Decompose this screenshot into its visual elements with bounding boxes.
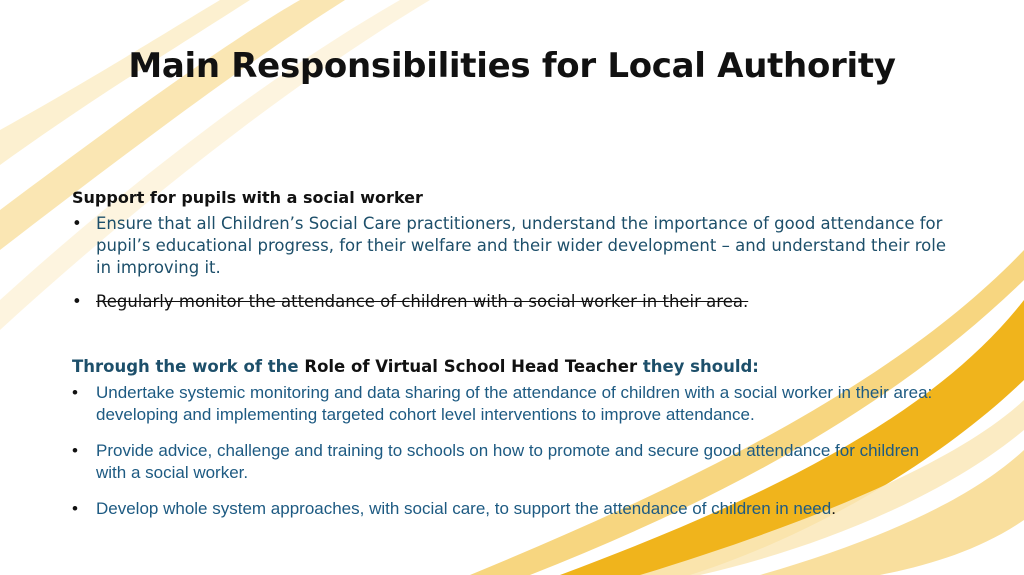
bullet-ensure-practitioners (72, 213, 952, 279)
section-virtual-school (72, 357, 952, 520)
bullet-dot: • (72, 292, 82, 311)
section-heading-virtual-school (72, 357, 952, 376)
bullet-trailing-period: . (831, 499, 836, 518)
bullet-text-strikethrough: Regularly monitor the attendance of children with a social worker in their area. (96, 292, 749, 311)
bullet-dot: • (72, 441, 78, 460)
bullet-text: Ensure that all Children’s Social Care practitioners, understand the importance of good attendance for pupil’s educational progress, for their welfare and their wider development – and understand their role in improving it. (96, 214, 946, 277)
heading-part-blue-1: Through the work of the (72, 357, 305, 376)
bullet-monitor-attendance (72, 291, 952, 313)
bullet-dot: • (72, 499, 78, 518)
slide-content (72, 188, 952, 520)
bullet-dot: • (72, 383, 78, 402)
heading-part-dark: Role of Virtual School Head Teacher (304, 357, 638, 376)
bullet-text: Undertake systemic monitoring and data sharing of the attendance of children with a social worker in their area: developing and implementing targeted cohort level interventions to improve attendance. (96, 383, 933, 424)
slide-title: Main Responsibilities for Local Authority (128, 46, 896, 86)
bullet-whole-system (72, 498, 952, 520)
heading-part-blue-2: they should: (637, 357, 759, 376)
bullet-dot: • (72, 214, 82, 233)
bullet-text: Provide advice, challenge and training to schools on how to promote and secure good attendance for children with a social worker. (96, 441, 920, 482)
bullet-systemic-monitoring (72, 382, 952, 426)
bullet-advice-training (72, 440, 952, 484)
section-heading-social-worker-support: Support for pupils with a social worker (72, 188, 423, 207)
bullet-text: Develop whole system approaches, with social care, to support the attendance of children in need (96, 499, 832, 518)
